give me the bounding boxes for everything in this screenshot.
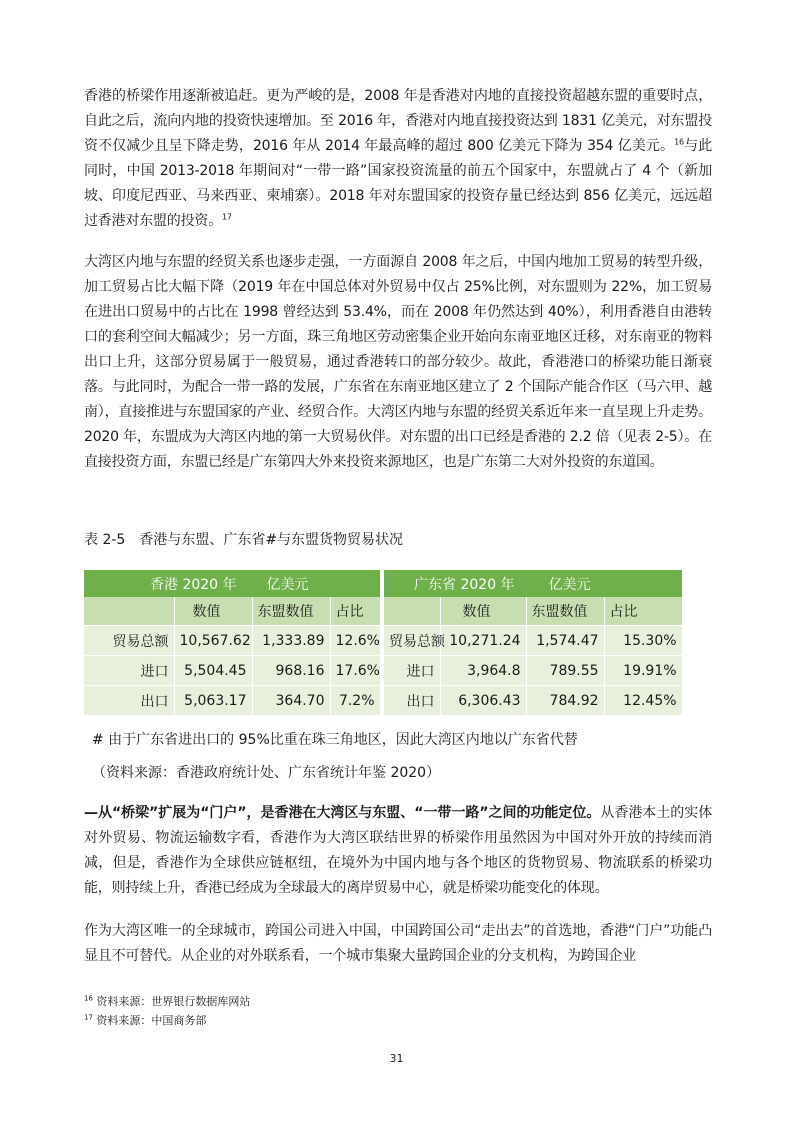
table-header-row: [84, 570, 682, 597]
gd-share-cell: 12.45%: [604, 686, 682, 716]
gd-unit-label: 亿美元: [548, 576, 591, 593]
hk-share-cell: 17.6%: [330, 656, 380, 686]
paragraph-global-city: 作为大湾区唯一的全球城市，跨国公司进入中国，中国跨国公司“走出去”的首选地，香港“门户”功能凸显且不可替代。从企业的对外联系看，一个城市集聚大量跨国企业的分支机构，为跨国企业: [84, 923, 712, 964]
trade-table: [84, 570, 683, 715]
gd-value-cell: 6,306.43: [440, 686, 526, 716]
footnote-ref-17: 17: [222, 212, 232, 222]
paragraph-text: 香港的桥梁作用逐渐被追赶。更为严峻的是，2008 年是香港对内地的直接投资超越东盟的重要时点，自此之后，流向内地的投资快速增加。至 2016 年，香港对内地直接投资达到 1831 亿美元，对东盟投资不仅减少且呈下降走势，2016 年从 2014 年最高峰的超过 800 亿美元下降为 354 亿美元。: [84, 88, 712, 154]
hk-asean-header: 东盟数值: [252, 597, 330, 626]
hk-value-header: 数值: [174, 597, 252, 626]
hk-share-cell: 12.6%: [330, 626, 380, 656]
gd-value-header: 数值: [440, 597, 526, 626]
page-number: 31: [389, 1052, 404, 1065]
paragraph-text: 与此同时，中国 2013-2018 年期间对“一带一路”国家投资流量的前五个国家中，东盟就占了 4 个（新加坡、印度尼西亚、马来西亚、柬埔寨）。2018 年对东盟国家的投资存量已经达到 856 亿美元，远远超过香港对东盟的投资。: [84, 138, 713, 229]
footnote-text: 资料来源：世界银行数据库网站: [96, 995, 251, 1008]
gd-header: [384, 570, 682, 597]
gd-asean-header: 东盟数值: [526, 597, 604, 626]
footnote-text: 资料来源：中国商务部: [96, 1014, 207, 1027]
row-label: 出口: [84, 686, 174, 716]
gd-asean-cell: 1,574.47: [526, 626, 604, 656]
row-label: 进口: [84, 656, 174, 686]
hk-header: [84, 570, 380, 597]
footnote-ref-16: 16: [674, 137, 684, 147]
blank-header: [84, 597, 174, 626]
paragraph-text: 从香港本土的实体对外贸易、物流运输数字看，香港作为大湾区联结世界的桥梁作用虽然因为中国对外开放的持续而消减，但是，香港作为全球供应链枢纽，在境外为中国内地与各个地区的货物贸易、物流联系的桥梁功能，则持续上升，香港已经成为全球最大的离岸贸易中心，就是桥梁功能变化的体现。: [84, 805, 713, 896]
gd-value-cell: 3,964.8: [440, 656, 526, 686]
paragraph-bold-lead: —从“桥梁”扩展为“门户”，是香港在大湾区与东盟、“一带一路”之间的功能定位。: [84, 805, 601, 821]
hk-value-cell: 5,063.17: [174, 686, 252, 716]
row-label: 贸易总额: [384, 626, 440, 656]
gd-share-header: 占比: [604, 597, 682, 626]
hk-share-header: 占比: [330, 597, 380, 626]
row-label: 进口: [384, 656, 440, 686]
table-subheader-row: [84, 597, 682, 626]
hk-asean-cell: 968.16: [252, 656, 330, 686]
gd-asean-cell: 784.92: [526, 686, 604, 716]
paragraph-gba-asean-trade: 大湾区内地与东盟的经贸关系也逐步走强，一方面源自 2008 年之后，中国内地加工贸易的转型升级，加工贸易占比大幅下降（2019 年在中国总体对外贸易中仅占 25%比例，对东盟则为 22%，加工贸易在进出口贸易中的占比在 1998 曾经达到 53.4%，而在 2008 年仍然达到 40%），利用香港自由港转口的套利空间大幅减少；另一方面，珠三角地区劳动密集企业开始向东南亚地区迁移，对东南亚的物料出口上升，这部分贸易属于一般贸易，通过香港转口的部分较少。故此，香港港口的桥梁功能日渐衰落。与此同时，为配合一带一路的发展，广东省在东南亚地区建立了 2 个国际产能合作区（马六甲、越南），直接推进与东盟国家的产业、经贸合作。大湾区内地与东盟的经贸关系近年来一直呈现上升走势。2020 年，东盟成为大湾区内地的第一大贸易伙伴。对东盟的出口已经是香港的 2.2 倍（见表 2-5）。在直接投资方面，东盟已经是广东第四大外来投资来源地区，也是广东第二大对外投资的东道国。: [84, 254, 712, 470]
table-row: [84, 686, 682, 716]
gd-header-label: 广东省 2020 年: [414, 576, 515, 593]
table-row: [84, 626, 682, 656]
gd-share-cell: 19.91%: [604, 656, 682, 686]
gd-share-cell: 15.30%: [604, 626, 682, 656]
hk-asean-cell: 1,333.89: [252, 626, 330, 656]
footnote-17: [84, 1013, 206, 1029]
footnote-number: 16: [84, 994, 93, 1003]
row-label: 贸易总额: [84, 626, 174, 656]
footnote-number: 17: [84, 1013, 93, 1022]
gd-value-cell: 10,271.24: [440, 626, 526, 656]
table-caption: [84, 529, 403, 551]
row-label: 出口: [384, 686, 440, 716]
hk-value-cell: 10,567.62: [174, 626, 252, 656]
paragraph-bridge-to-gateway: [84, 801, 712, 901]
table-title: 香港与东盟、广东省#与东盟货物贸易状况: [139, 532, 404, 548]
table-row: [84, 656, 682, 686]
table-note: # 由于广东省进出口的 95%比重在珠三角地区，因此大湾区内地以广东省代替: [92, 732, 578, 748]
hk-share-cell: 7.2%: [330, 686, 380, 716]
paragraph-hk-bridge-role: [84, 84, 712, 234]
hk-asean-cell: 364.70: [252, 686, 330, 716]
gd-asean-cell: 789.55: [526, 656, 604, 686]
table-number: 表 2-5: [84, 532, 126, 548]
hk-header-label: 香港 2020 年: [150, 576, 237, 593]
table-source: （资料来源：香港政府统计处、广东省统计年鉴 2020）: [92, 765, 441, 781]
blank-header: [384, 597, 440, 626]
hk-value-cell: 5,504.45: [174, 656, 252, 686]
hk-unit-label: 亿美元: [266, 576, 309, 593]
footnote-16: [84, 994, 250, 1010]
